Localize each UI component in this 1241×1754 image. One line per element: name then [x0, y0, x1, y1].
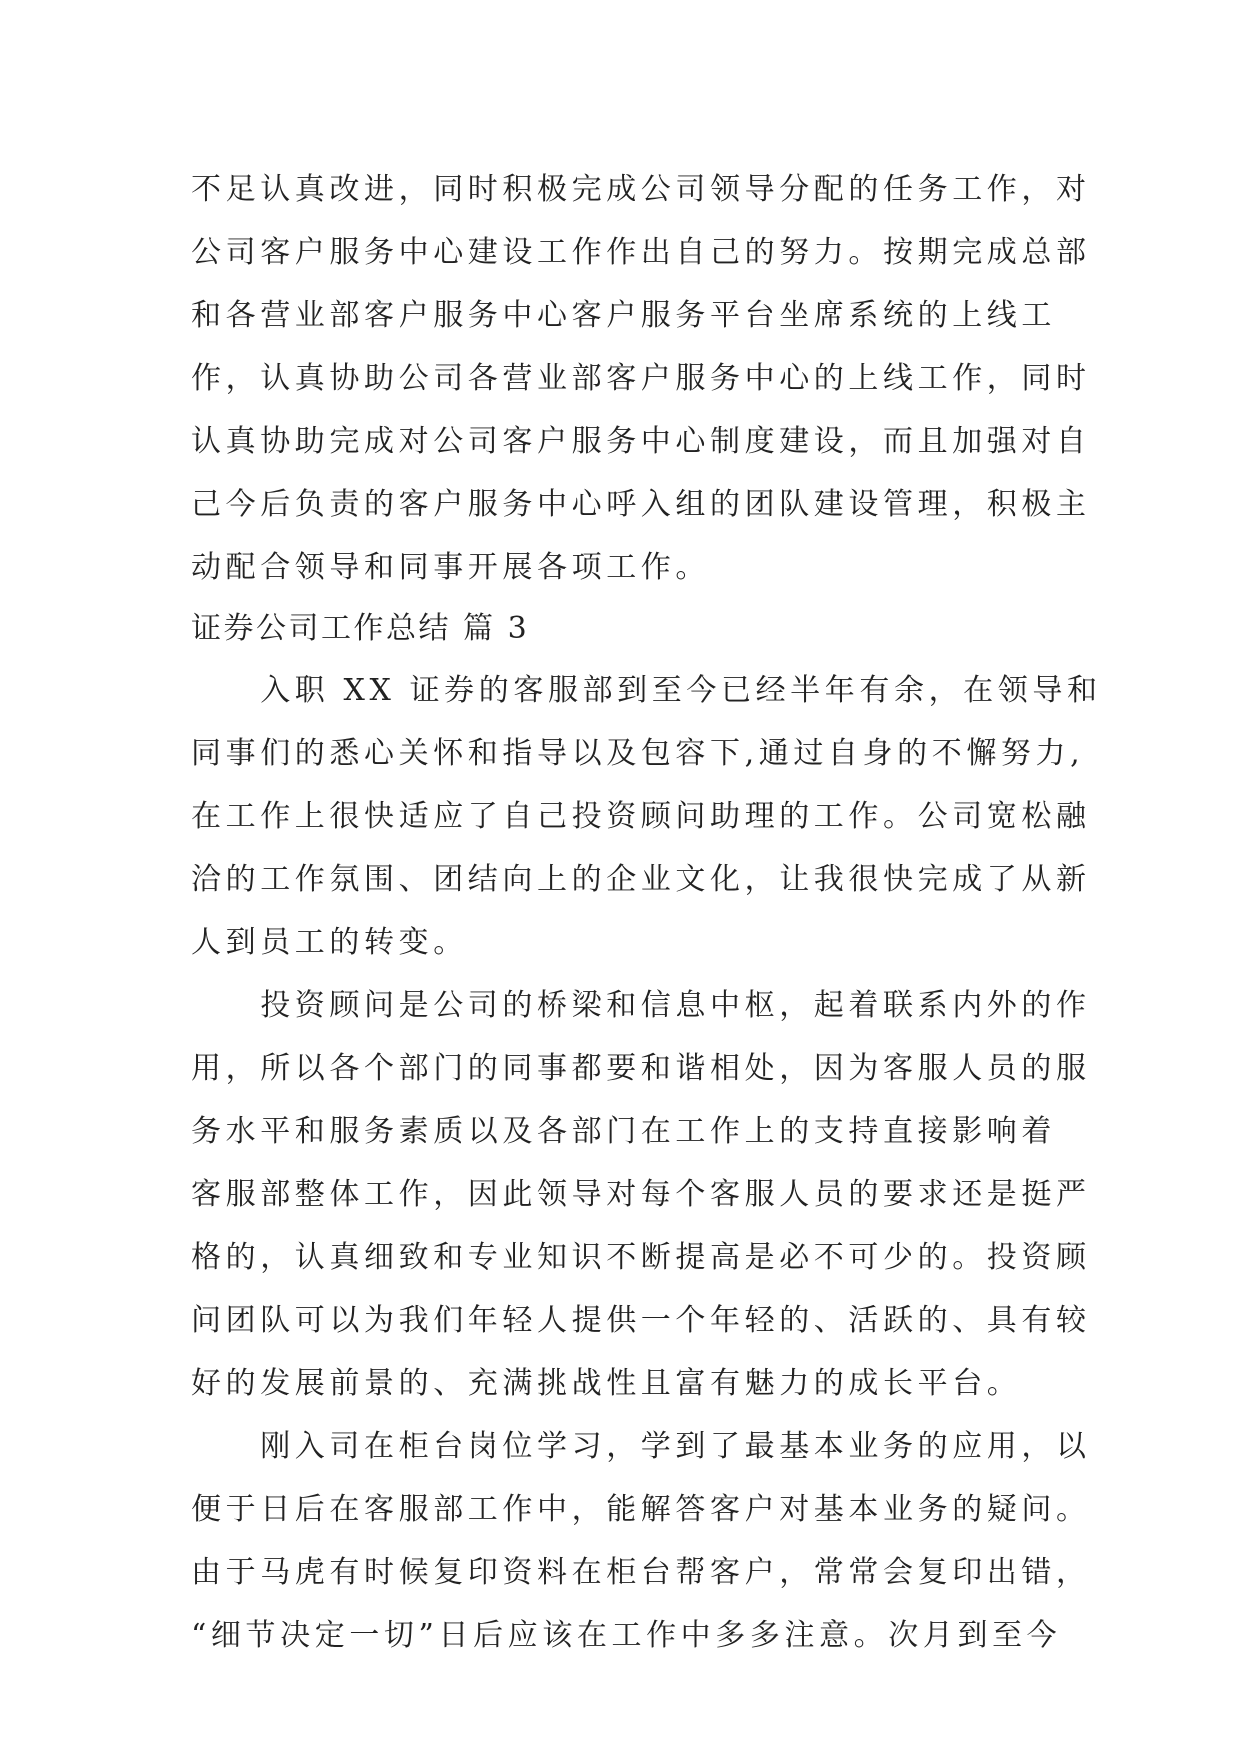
section-heading: 证券公司工作总结 篇 3	[191, 611, 530, 646]
paragraph-line: 己今后负责的客户服务中心呼入组的团队建设管理，积极主	[191, 487, 1091, 522]
paragraph-line: 好的发展前景的、充满挑战性且富有魅力的成长平台。	[191, 1366, 1022, 1401]
paragraph-line: “细节决定一切”日后应该在工作中多多注意。次月到至今	[191, 1618, 1062, 1653]
paragraph-line: 不足认真改进，同时积极完成公司领导分配的任务工作，对	[191, 172, 1091, 207]
paragraph-line: 作，认真协助公司各营业部客户服务中心的上线工作，同时	[191, 361, 1091, 396]
paragraph-line: 同事们的悉心关怀和指导以及包容下,通过自身的不懈努力,	[191, 736, 1085, 771]
paragraph-line: 问团队可以为我们年轻人提供一个年轻的、活跃的、具有较	[191, 1303, 1091, 1338]
paragraph-line: 格的，认真细致和专业知识不断提高是必不可少的。投资顾	[191, 1240, 1091, 1275]
paragraph-line: 和各营业部客户服务中心客户服务平台坐席系统的上线工	[191, 298, 1056, 333]
paragraph-line: 入职 XX 证券的客服部到至今已经半年有余，在领导和	[191, 673, 1102, 708]
paragraph-line: 便于日后在客服部工作中，能解答客户对基本业务的疑问。	[191, 1492, 1091, 1527]
document-body	[191, 158, 1102, 1667]
paragraph-line: 公司客户服务中心建设工作作出自己的努力。按期完成总部	[191, 235, 1091, 270]
paragraph-line: 客服部整体工作，因此领导对每个客服人员的要求还是挺严	[191, 1177, 1091, 1212]
paragraph-line: 洽的工作氛围、团结向上的企业文化，让我很快完成了从新	[191, 862, 1091, 897]
paragraph-line: 务水平和服务素质以及各部门在工作上的支持直接影响着	[191, 1114, 1056, 1149]
paragraph-line: 人到员工的转变。	[191, 925, 468, 960]
paragraph-line: 投资顾问是公司的桥梁和信息中枢，起着联系内外的作	[191, 988, 1091, 1023]
paragraph-line: 动配合领导和同事开展各项工作。	[191, 550, 710, 585]
paragraph-line: 由于马虎有时候复印资料在柜台帮客户，常常会复印出错，	[191, 1555, 1091, 1590]
paragraph-line: 认真协助完成对公司客户服务中心制度建设，而且加强对自	[191, 424, 1091, 459]
paragraph-line: 刚入司在柜台岗位学习，学到了最基本业务的应用，以	[191, 1429, 1091, 1464]
paragraph-line: 在工作上很快适应了自己投资顾问助理的工作。公司宽松融	[191, 799, 1091, 834]
paragraph-line: 用，所以各个部门的同事都要和谐相处，因为客服人员的服	[191, 1051, 1091, 1086]
